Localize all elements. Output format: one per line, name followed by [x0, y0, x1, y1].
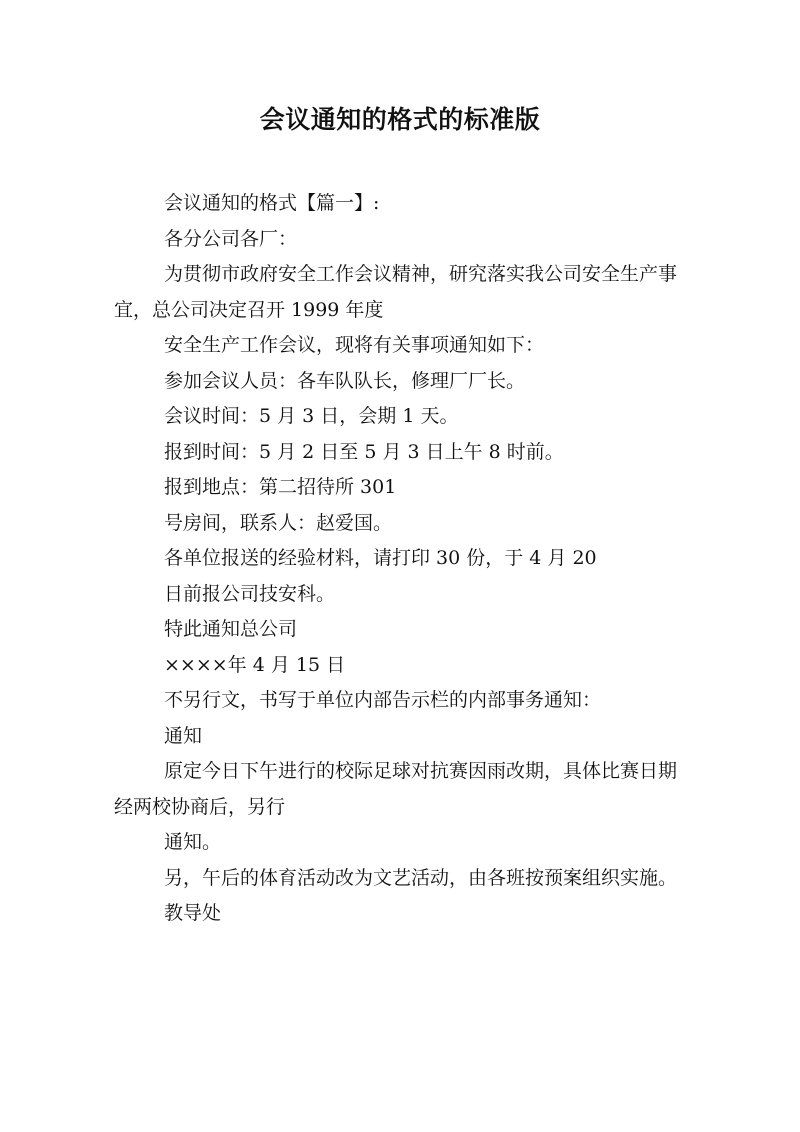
paragraph: ××××年 4 月 15 日 [164, 653, 346, 676]
paragraph: 通知 [164, 724, 203, 747]
paragraph: 各分公司各厂： [164, 227, 298, 250]
paragraph: 号房间，联系人：赵爱国。 [164, 511, 393, 534]
paragraph: 特此通知总公司 [164, 618, 298, 640]
document-title: 会议通知的格式的标准版 [259, 105, 541, 134]
paragraph: 原定今日下午进行的校际足球对抗赛因雨改期，具体比赛日期经两校协商后，另行 [114, 760, 678, 818]
paragraph: 日前报公司技安科。 [164, 582, 336, 605]
paragraph: 报到地点：第二招待所 301 [164, 476, 397, 498]
paragraph: 通知。 [164, 831, 222, 853]
paragraph: 报到时间：5 月 2 日至 5 月 3 日上午 8 时前。 [164, 440, 564, 463]
paragraph: 参加会议人员：各车队队长，修理厂厂长。 [164, 369, 526, 392]
paragraph: 会议时间：5 月 3 日，会期 1 天。 [164, 405, 459, 427]
paragraph: 为贯彻市政府安全工作会议精神，研究落实我公司安全生产事宜，总公司决定召开 1999 年度 [114, 263, 678, 321]
paragraph: 教导处 [164, 902, 222, 924]
document-body [114, 186, 690, 932]
paragraph: 会议通知的格式【篇一】: [164, 192, 380, 214]
paragraph: 安全生产工作会议，现将有关事项通知如下： [164, 334, 545, 356]
paragraph: 各单位报送的经验材料，请打印 30 份，于 4 月 20 [164, 547, 597, 569]
paragraph: 另，午后的体育活动改为文艺活动，由各班按预案组织实施。 [164, 866, 678, 889]
paragraph: 不另行文，书写于单位内部告示栏的内部事务通知： [164, 689, 602, 711]
